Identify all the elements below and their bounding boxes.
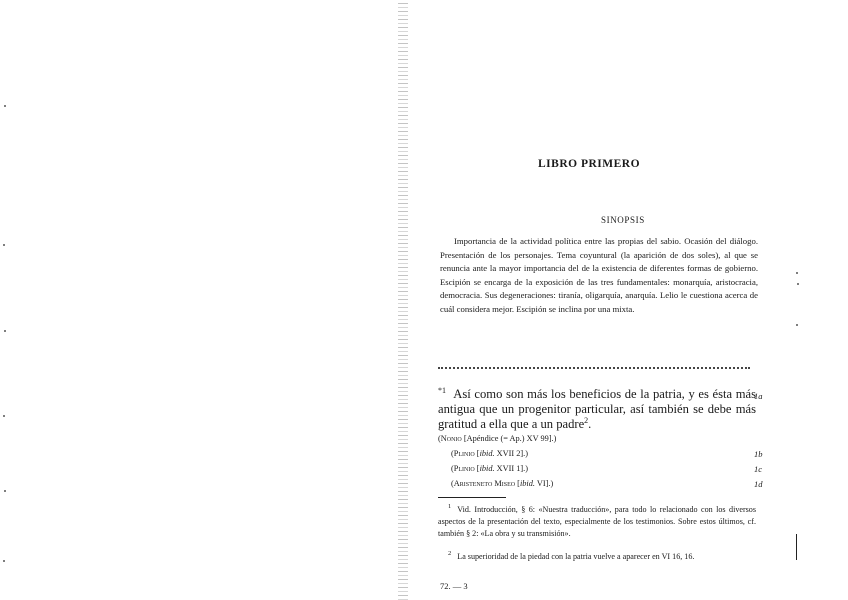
section-divider (438, 367, 750, 371)
testimony-source: Plinio (453, 464, 475, 473)
footnote-reference: 2 (584, 415, 589, 425)
footnote (438, 551, 756, 563)
left-page-blank (0, 0, 398, 600)
margin-number: 1c (754, 464, 763, 474)
testimony-ref-open: [ (474, 464, 480, 473)
scan-speck (796, 272, 798, 274)
footnote-number: 2 (448, 550, 452, 558)
footnote-text: La superioridad de la piedad con la patria vuelve a aparecer en VI 16, 16. (457, 552, 695, 561)
testimony-source: Nonio (440, 434, 462, 443)
footnote-rule (438, 497, 506, 498)
footnote (438, 504, 756, 540)
book-gutter (398, 0, 408, 600)
scan-speck (4, 330, 6, 332)
testimony-ref-open: [Apéndice (= Ap.) (461, 434, 527, 443)
testimony-ref-close: ]. (520, 449, 526, 458)
testimony-ref-num: XVII 2 (494, 449, 521, 458)
footnote-text: Vid. Introducción, § 6: «Nuestra traducción», para todo lo relacionado con los diversos aspectos de la presentación del texto, especialmente de los testimonios. Sobre estos últimos, cf. también § 2: «La obra y su transmisión». (438, 505, 756, 538)
footnote-number: 1 (448, 503, 452, 511)
scan-speck (4, 490, 6, 492)
main-paragraph (438, 387, 756, 432)
testimony-ref-italic: ibid. (479, 464, 495, 473)
testimony-ref-open: [ (515, 479, 520, 488)
main-text-end: . (588, 417, 592, 431)
testimony-ref-num: VI (534, 479, 546, 488)
book-title: LIBRO PRIMERO (538, 158, 641, 170)
testimony-ref-italic: ibid. (519, 479, 535, 488)
testimony-ref-num: XVII 1 (494, 464, 521, 473)
scan-speck (3, 415, 5, 417)
testimony-line: (Plinio [ibid. XVII 1].) (451, 464, 528, 473)
testimony-ref-close: ]. (545, 479, 551, 488)
scan-speck (3, 244, 5, 246)
testimony-ref-num: XV 99 (526, 434, 549, 443)
synopsis-text: Importancia de la actividad política entre las propias del sabio. Ocasión del diálogo. Presentación de los personajes. Tema coyuntural (la aparición de dos soles), al que se renuncia ante la mayor importancia del de la existencia de diferentes formas de gobierno. Escipión se encarga de la exposición de las tres fundamentales: monarquía, aristocracia, democracia. Sus degeneraciones: tiranía, oligarquía, anarquía. Lelio le cuestiona acerca de cuál considera mejor. Escipión se inclina por una mixta. (440, 236, 758, 314)
margin-number: 1d (754, 479, 763, 489)
margin-number: 1a (754, 391, 763, 401)
synopsis-title: SINOPSIS (601, 215, 645, 225)
paragraph-marker: *1 (438, 385, 446, 395)
testimony-ref-open: [ (474, 449, 480, 458)
scan-speck (4, 105, 6, 107)
testimony-ref-close: ]. (548, 434, 554, 443)
scan-speck (796, 324, 798, 326)
testimony-line: (Aristeneto Miseo [ibid. VI].) (451, 479, 554, 488)
testimony-line: (Plinio [ibid. XVII 2].) (451, 449, 528, 458)
testimony-ref-italic: ibid. (479, 449, 495, 458)
testimony-ref-close: ]. (520, 464, 526, 473)
right-page (408, 0, 848, 600)
scan-edge-mark (796, 534, 797, 560)
testimony-source: Plinio (453, 449, 475, 458)
margin-number: 1b (754, 449, 763, 459)
page-signature: 72. — 3 (440, 581, 468, 591)
main-text-body: Así como son más los beneficios de la patria, y es ésta más antigua que un progenitor particular, así también se debe más gratitud a ella que a un padre (438, 387, 756, 431)
testimony-source: Aristeneto Miseo (453, 479, 516, 488)
scan-speck (797, 283, 799, 285)
testimony-line: (Nonio [Apéndice (= Ap.) XV 99].) (438, 434, 557, 443)
scan-speck (3, 560, 5, 562)
